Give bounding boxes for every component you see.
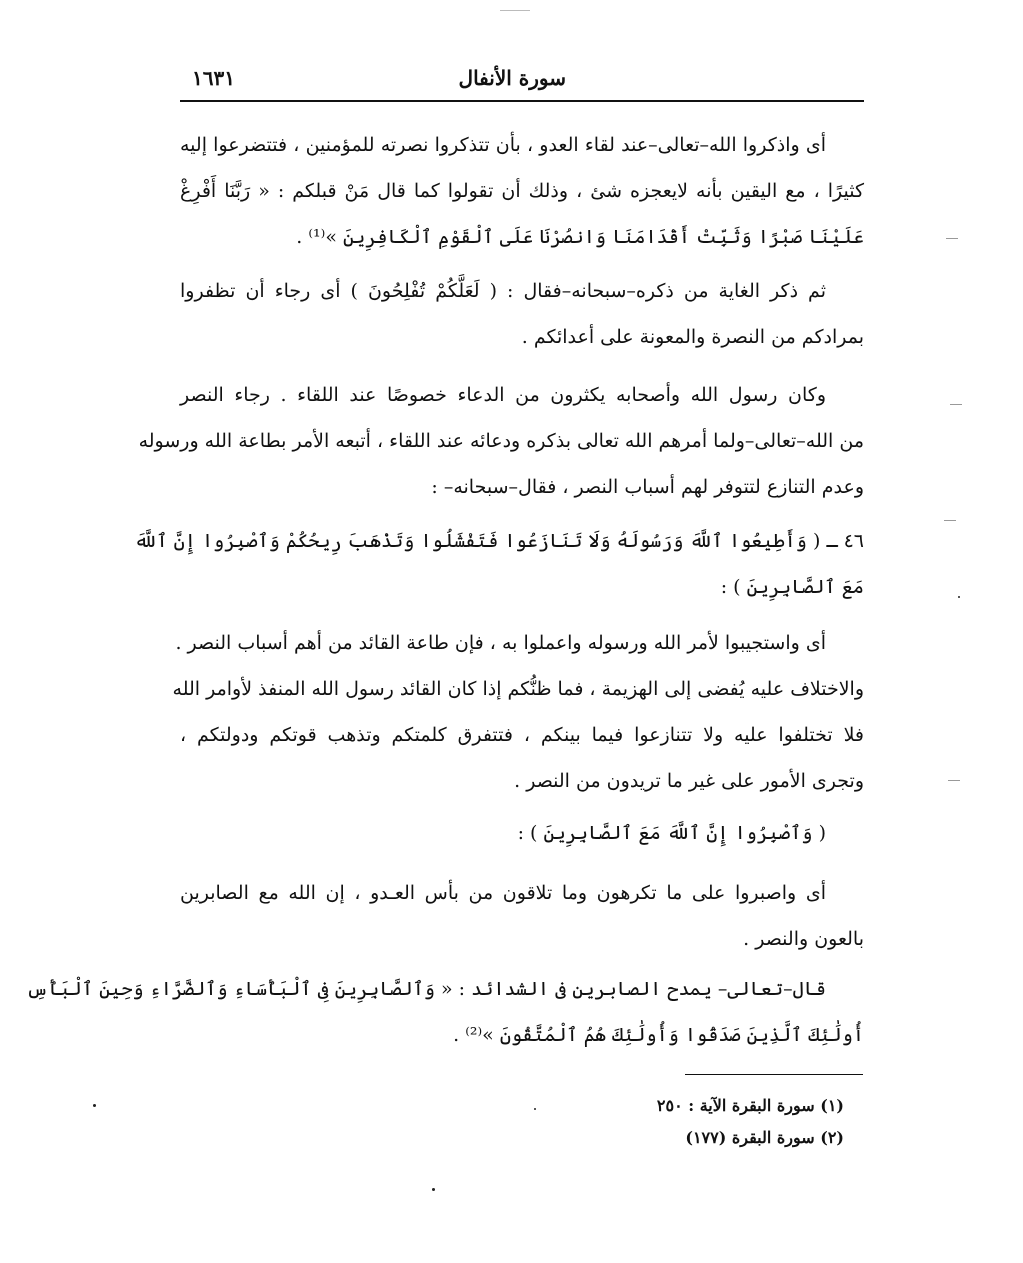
- text-line: فلا تختلفوا عليه ولا تتنازعوا فيما بينكم ، فتتفرق كلمتكم وتذهب قوتكم ودولتكم ،: [180, 724, 864, 746]
- margin-tick: [946, 238, 958, 239]
- margin-tick: [944, 520, 956, 521]
- quoted-verse: [180, 810, 864, 856]
- margin-tick: [948, 780, 960, 781]
- text-line: والاختلاف عليه يُفضى إلى الهزيمة ، فما ظنُّكم إذا كان القائد رسول الله المنفذ لأوامر الله: [172, 678, 864, 700]
- verse-line: ( وَٱصْبِرُوا إِنَّ ٱللَّهَ مَعَ ٱلصَّابِرِينَ ) :: [517, 822, 826, 844]
- text-line: وعدم التنازع لتتوفر لهم أسباب النصر ، فقال–سبحانه– :: [431, 476, 864, 498]
- text-line: أى واذكروا الله–تعالى–عند لقاء العدو ، بأن تتذكروا نصرته للمؤمنين ، فتتضرعوا إليه: [180, 134, 826, 156]
- text-line: أُولَٰئِكَ ٱلَّذِينَ صَدَقُوا وَأُولَٰئِكَ هُمُ ٱلْمُتَّقُونَ »⁽²⁾ .: [453, 1024, 864, 1046]
- text-line: أى واصبروا على ما تكرهون وما تلاقون من بأس العـدو ، إن الله مع الصابرين: [180, 882, 826, 904]
- footnote-rule: [685, 1074, 863, 1075]
- footnotes: [480, 1090, 844, 1154]
- verse-line: مَعَ ٱلصَّابِرِينَ ) :: [720, 576, 864, 598]
- margin-tick: [500, 10, 530, 11]
- text-line: قال–تعالى– يمدح الصابرين فى الشدائد : « وَٱلصَّابِرِينَ فِى ٱلْبَأْسَاءِ وَٱلضَّرَّاءِ وَحِينَ ٱلْبَأْسِ: [26, 978, 826, 1000]
- text-line: أى واستجيبوا لأمر الله ورسوله واعملوا به ، فإن طاعة القائد من أهم أسباب النصر .: [175, 632, 826, 654]
- scan-speck: [958, 596, 960, 598]
- scan-speck: [93, 1104, 96, 1107]
- text-line: كثيرًا ، مع اليقين بأنه لايعجزه شئ ، وذلك أن تقولوا كما قال مَنْ قبلكم : « رَبَّنَا أَفْرِغْ: [180, 180, 864, 202]
- text-line: عَلَيْنَا صَبْرًا وَثَبِّتْ أَقْدَامَنَا وَانصُرْنَا عَلَى ٱلْقَوْمِ ٱلْكَافِرِينَ »⁽¹⁾ .: [296, 226, 864, 248]
- footnote-2: (٢) سورة البقرة (١٧٧): [685, 1128, 844, 1147]
- paragraph-8: [26, 966, 864, 1058]
- text-line: بالعون والنصر .: [743, 928, 864, 950]
- paragraph-5: [172, 620, 864, 804]
- paragraph-1: [180, 122, 864, 260]
- text-line: من الله–تعالى–ولما أمرهم الله تعالى بذكره ودعائه عند اللقاء ، أتبعه الأمر بطاعة الله ورسوله: [138, 430, 864, 452]
- text-line: ثم ذكر الغاية من ذكره–سبحانه–فقال : ( لَعَلَّكُمْ تُفْلِحُونَ ) أى رجاء أن تظفروا: [180, 280, 826, 302]
- surah-title: سورة الأنفال: [458, 66, 566, 90]
- scan-speck: [534, 1108, 536, 1110]
- margin-tick: [950, 404, 962, 405]
- verse-46: [134, 518, 864, 610]
- text-line: وكان رسول الله وأصحابه يكثرون من الدعاء خصوصًا عند اللقاء . رجاء النصر: [180, 384, 826, 406]
- text-line: وتجرى الأمور على غير ما تريدون من النصر .: [514, 770, 864, 792]
- page-number: ١٦٣١: [192, 66, 235, 90]
- text-line: بمرادكم من النصرة والمعونة على أعدائكم .: [521, 326, 864, 348]
- header-rule: [180, 100, 864, 102]
- paragraph-3: [138, 372, 864, 510]
- paragraph-2: [180, 268, 864, 360]
- scan-speck: [432, 1188, 435, 1191]
- verse-line: ٤٦ ـ ( وَأَطِيعُوا ٱللَّهَ وَرَسُولَهُ وَلَا تَنَازَعُوا فَتَفْشَلُوا وَتَذْهَبَ رِيحُكُمْ وَٱصْبِرُوا إِنَّ ٱللَّهَ: [134, 530, 864, 552]
- paragraph-7: [180, 870, 864, 962]
- footnote-1: (١) سورة البقرة الآية : ٢٥٠: [656, 1096, 844, 1115]
- page-header: [180, 62, 864, 98]
